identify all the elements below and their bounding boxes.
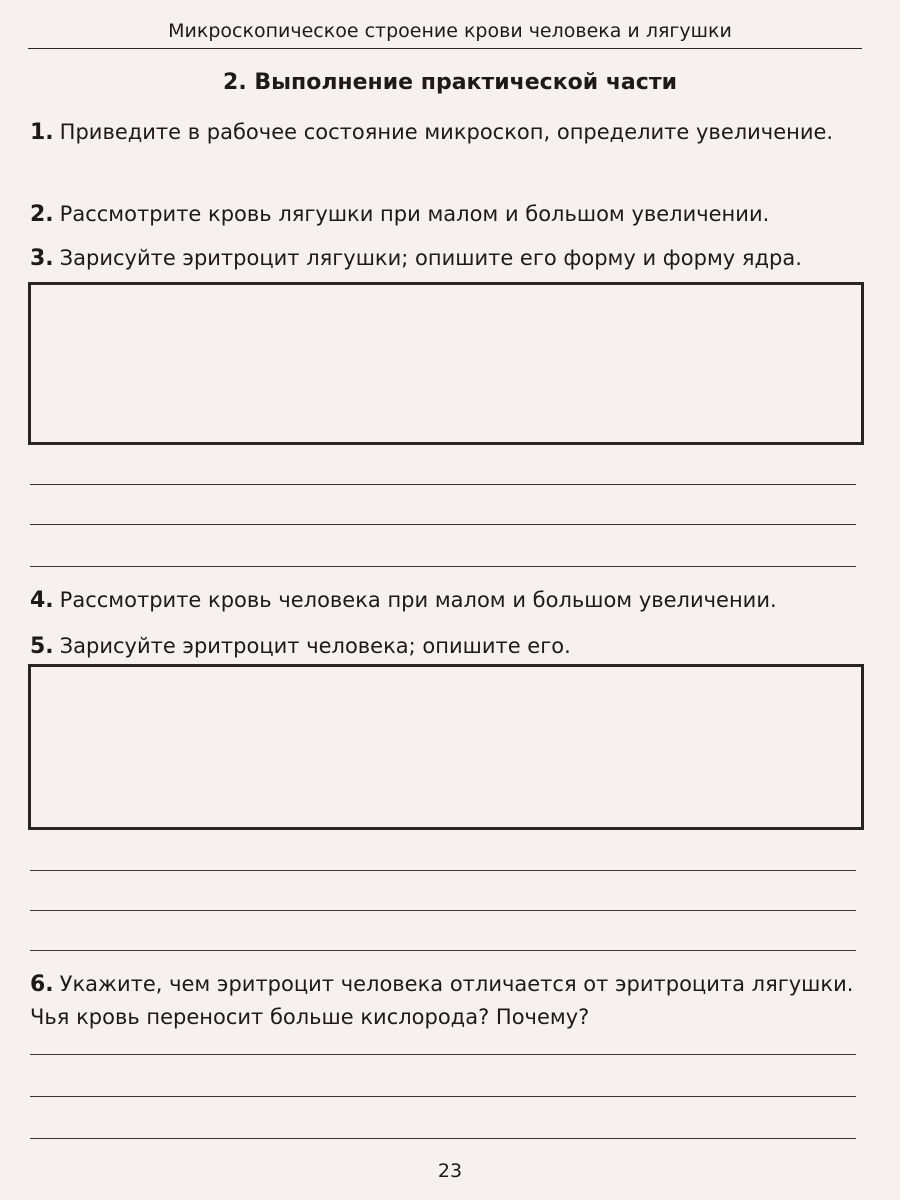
answer-line[interactable] <box>30 566 856 567</box>
task-2 <box>30 198 860 231</box>
answer-line[interactable] <box>30 1096 856 1097</box>
section-title: 2. Выполнение практической части <box>223 70 677 95</box>
answer-line[interactable] <box>30 870 856 871</box>
task-text: Рассмотрите кровь лягушки при малом и большом увеличении. <box>59 202 770 226</box>
answer-line[interactable] <box>30 910 856 911</box>
task-text: Приведите в рабочее состояние микроскоп, определите увеличение. <box>59 120 834 144</box>
task-text: Зарисуйте эритроцит человека; опишите его. <box>59 634 571 658</box>
task-number: 4. <box>30 588 54 613</box>
drawing-box-human-erythrocyte[interactable] <box>28 664 864 830</box>
answer-line[interactable] <box>30 1054 856 1055</box>
running-header: Микроскопическое строение крови человека и лягушки <box>168 20 732 42</box>
answer-line[interactable] <box>30 524 856 525</box>
task-1 <box>30 116 860 149</box>
answer-line[interactable] <box>30 950 856 951</box>
task-number: 5. <box>30 634 54 659</box>
task-number: 6. <box>30 972 54 997</box>
task-text: Укажите, чем эритроцит человека отличается от эритроцита лягушки. Чья кровь переносит больше кислорода? Почему? <box>30 972 854 1029</box>
task-number: 3. <box>30 246 54 271</box>
task-3 <box>30 242 860 275</box>
answer-line[interactable] <box>30 484 856 485</box>
task-text: Зарисуйте эритроцит лягушки; опишите его форму и форму ядра. <box>59 246 802 270</box>
task-4 <box>30 584 860 617</box>
task-6 <box>30 968 860 1033</box>
page-number: 23 <box>437 1160 463 1182</box>
task-text: Рассмотрите кровь человека при малом и большом увеличении. <box>59 588 777 612</box>
drawing-box-frog-erythrocyte[interactable] <box>28 282 864 445</box>
task-5 <box>30 630 860 663</box>
task-number: 1. <box>30 120 54 145</box>
header-divider <box>28 48 862 49</box>
answer-line[interactable] <box>30 1138 856 1139</box>
task-number: 2. <box>30 202 54 227</box>
